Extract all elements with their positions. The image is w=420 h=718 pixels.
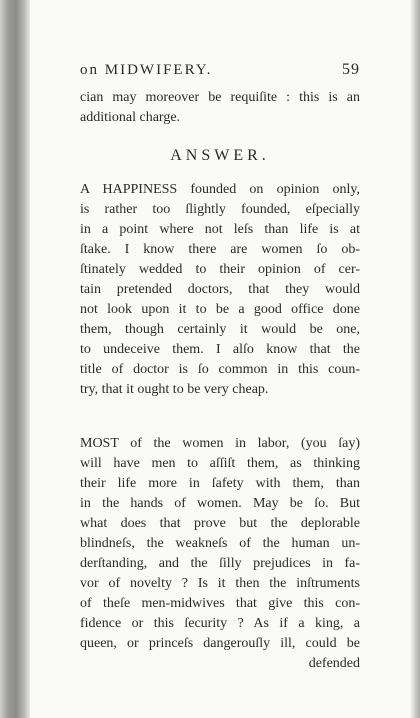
book-binding-shadow (0, 0, 30, 718)
text-line: blindneſs, the weakneſs of the human un- (80, 536, 360, 551)
text-line: queen, or princeſs dangerouſly ill, could be (80, 636, 360, 651)
page-text (80, 60, 360, 674)
book-page (30, 0, 410, 718)
text-line: additional charge. (80, 110, 181, 125)
text-line: is rather too ſlightly founded, eſpecially (80, 202, 360, 217)
text-line: in the hands of women. May be ſo. But (80, 496, 360, 511)
text-line: what does that prove but the deplorable (80, 516, 360, 531)
text-line: tain pretended doctors, that they would (80, 282, 360, 297)
text-line: of theſe men-midwives that give this con- (80, 596, 360, 611)
text-line: to undeceive them. I alſo know that the (80, 342, 360, 357)
text-line: derſtanding, and the ſilly prejudices in fa- (80, 556, 360, 571)
paragraph (80, 180, 360, 400)
text-line: in a point where not leſs than life is at (80, 222, 360, 237)
text-line: their life more in ſafety with them, than (80, 476, 360, 491)
catchword: defended (308, 656, 360, 671)
page-edge-shadow (410, 0, 420, 718)
running-header (80, 60, 360, 86)
text-line: MOST of the women in labor, (you ſay) (80, 436, 360, 451)
paragraph (80, 434, 360, 654)
page-number: 59 (342, 61, 360, 78)
text-line: will have men to aſſiſt them, as thinking (80, 456, 360, 471)
text-line: fidence or this ſecurity ? As if a king, a (80, 616, 360, 631)
text-line: them, though certainly it would be one, (80, 322, 360, 337)
text-line: title of doctor is ſo common in this coun- (80, 362, 360, 377)
running-header-title: on MIDWIFERY. (80, 62, 213, 78)
text-line: ſtake. I know there are women ſo ob- (80, 242, 360, 257)
section-heading: ANSWER. (170, 147, 270, 164)
text-line: try, that it ought to be very cheap. (80, 382, 269, 397)
text-line: vor of novelty ? Is it then the inſtruments (80, 576, 360, 591)
text-line: cian may moreover be requiſite : this is an (80, 90, 360, 105)
text-line: A HAPPINESS founded on opinion only, (80, 182, 360, 197)
text-line: not look upon it to be a good office done (80, 302, 360, 317)
text-line: ſtinately wedded to their opinion of cer- (80, 262, 360, 277)
